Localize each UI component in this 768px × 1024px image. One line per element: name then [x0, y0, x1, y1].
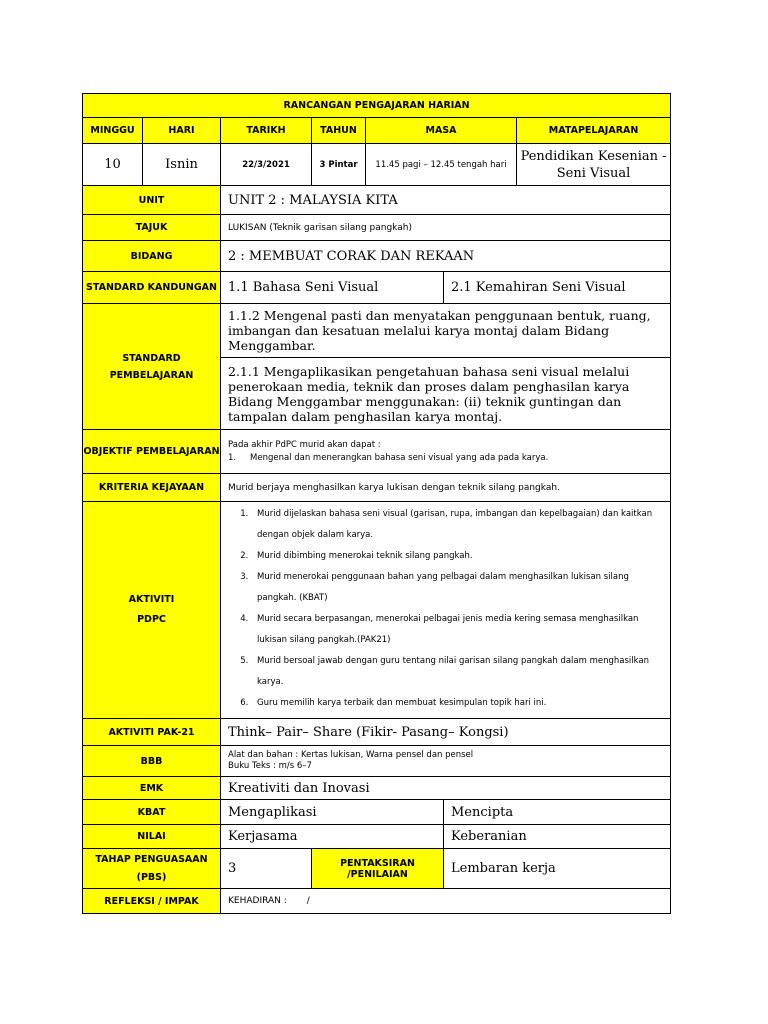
value-standard-kandungan-2: 2.1 Kemahiran Seni Visual [444, 272, 671, 304]
activity-item: 1. Murid dijelaskan bahasa seni visual (garisan, rupa, imbangan dan kepelbagaian) dan kaitkan dengan objek dalam karya. [251, 504, 662, 546]
value-tahap: 3 [221, 849, 312, 889]
label-kriteria: KRITERIA KEJAYAAN [83, 474, 221, 502]
value-standard-pembelajaran-2: 2.1.1 Mengaplikasikan pengetahuan bahasa seni visual melalui penerokaan media, teknik dan proses dalam penghasilan karya Bidang Menggambar menggunakan: (ii) teknik guntingan dan tampalan dalam penghasilan karya montaj. [221, 358, 671, 430]
value-pentaksiran: Lembaran kerja [444, 849, 671, 889]
label-aktiviti [83, 502, 221, 719]
value-matapelajaran: Pendidikan Kesenian - Seni Visual [517, 144, 671, 186]
value-kbat-1: Mengaplikasi [221, 800, 444, 825]
label-bidang: BIDANG [83, 241, 221, 272]
value-standard-pembelajaran-1: 1.1.2 Mengenal pasti dan menyatakan penggunaan bentuk, ruang, imbangan dan kesatuan melalui karya montaj dalam Bidang Menggambar. [221, 304, 671, 358]
value-tarikh: 22/3/2021 [221, 144, 312, 186]
label-pak21: AKTIVITI PAK-21 [83, 719, 221, 746]
value-pak21: Think– Pair– Share (Fikir- Pasang– Kongsi) [221, 719, 671, 746]
label-objektif: OBJEKTIF PEMBELAJARAN [83, 430, 221, 474]
bbb-line-2: Buku Teks : m/s 6–7 [228, 761, 312, 771]
label-bbb: BBB [83, 746, 221, 777]
lesson-plan-table [82, 93, 671, 914]
label-aktiviti-2: PDPC [137, 614, 166, 625]
objektif-text: Mengenal dan menerangkan bahasa seni visual yang ada pada karya. [250, 452, 549, 463]
value-unit: UNIT 2 : MALAYSIA KITA [221, 186, 671, 215]
label-nilai: NILAI [83, 825, 221, 849]
bbb-line-1: Alat dan bahan : Kertas lukisan, Warna pensel dan pensel [228, 750, 474, 760]
value-masa: 11.45 pagi – 12.45 tengah hari [366, 144, 517, 186]
header-masa: MASA [366, 118, 517, 144]
label-unit: UNIT [83, 186, 221, 215]
objektif-number: 1. [228, 452, 237, 463]
value-nilai-2: Keberanian [444, 825, 671, 849]
label-standard-pembelajaran: STANDARD PEMBELAJARAN [83, 304, 221, 430]
value-objektif [221, 430, 671, 474]
label-aktiviti-1: AKTIVITI [128, 594, 175, 605]
label-kbat: KBAT [83, 800, 221, 825]
label-tahap-1: TAHAP PENGUASAAN [95, 853, 208, 865]
value-aktiviti [221, 502, 671, 719]
activity-item: 5. Murid bersoal jawab dengan guru tentang nilai garisan silang pangkah dalam menghasilkan karya. [251, 651, 662, 693]
value-bidang: 2 : MEMBUAT CORAK DAN REKAAN [221, 241, 671, 272]
label-refleksi: REFLEKSI / IMPAK [83, 889, 221, 914]
label-tajuk: TAJUK [83, 215, 221, 241]
objektif-item [221, 452, 670, 465]
header-tahun: TAHUN [312, 118, 366, 144]
value-kbat-2: Mencipta [444, 800, 671, 825]
activity-item: 3. Murid menerokai penggunaan bahan yang pelbagai dalam menghasilkan lukisan silang pangkah. (KBAT) [251, 567, 662, 609]
objektif-intro: Pada akhir PdPC murid akan dapat : [228, 439, 381, 450]
value-emk: Kreativiti dan Inovasi [221, 777, 671, 800]
label-tahap [83, 849, 221, 889]
value-hari: Isnin [143, 144, 221, 186]
header-hari: HARI [143, 118, 221, 144]
value-tajuk: LUKISAN (Teknik garisan silang pangkah) [221, 215, 671, 241]
activity-item: 4. Murid secara berpasangan, menerokai pelbagai jenis media kering semasa menghasilkan lukisan silang pangkah.(PAK21) [251, 609, 662, 651]
value-standard-kandungan-1: 1.1 Bahasa Seni Visual [221, 272, 444, 304]
label-standard-kandungan: STANDARD KANDUNGAN [83, 272, 221, 304]
activity-item: 2. Murid dibimbing menerokai teknik silang pangkah. [251, 546, 662, 567]
page-title: RANCANGAN PENGAJARAN HARIAN [83, 94, 671, 118]
value-refleksi: KEHADIRAN : / [221, 889, 671, 914]
value-kriteria: Murid berjaya menghasilkan karya lukisan dengan teknik silang pangkah. [221, 474, 671, 502]
activity-item: 6. Guru memilih karya terbaik dan membuat kesimpulan topik hari ini. [251, 693, 662, 714]
activity-list [221, 502, 670, 718]
value-nilai-1: Kerjasama [221, 825, 444, 849]
label-tahap-2: (PBS) [136, 871, 167, 883]
value-tahun: 3 Pintar [312, 144, 366, 186]
header-minggu: MINGGU [83, 118, 143, 144]
header-tarikh: TARIKH [221, 118, 312, 144]
value-bbb [221, 746, 671, 777]
header-matapelajaran: MATAPELAJARAN [517, 118, 671, 144]
label-pentaksiran: PENTAKSIRAN /PENILAIAN [312, 849, 444, 889]
label-emk: EMK [83, 777, 221, 800]
value-minggu: 10 [83, 144, 143, 186]
